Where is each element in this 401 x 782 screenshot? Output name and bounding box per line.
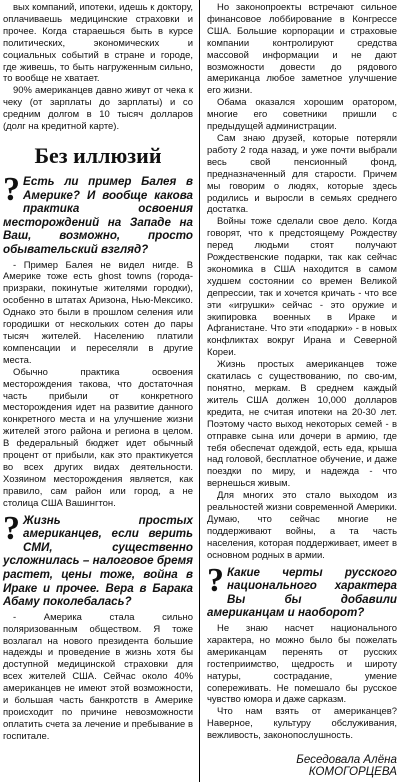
author-signature: Беседовала Алёна КОМОГОРЦЕВА <box>296 753 397 779</box>
question-mark-icon: ? <box>207 561 224 599</box>
paragraph: Войны тоже сделали свое дело. Когда говорят, что к предстоящему Рождеству перед людьми стоят получают Рождественские подарки, так как сейчас экономика в США находится в самом худшем состоянии со времен Великой депрессии, так и хочется кричать - что все эти «игрушки» сейчас - это оружие и экипировка военных в Ираке и Афганистане. Что эти «подарки» - в новых конфликтах вокруг Ирана и Северной Кореи. <box>207 216 397 359</box>
answer-paragraph: Что нам взять от американцев? Наверное, культуру обслуживания, вежливость, законопослушность. <box>207 706 397 742</box>
interview-question <box>207 561 397 620</box>
paragraph: Но законопроекты встречают сильное финансовое лоббирование в Конгрессе США. Большие корпорации и страховые компании контролируют средства массовой информации и не дают возможности довести до рядового американца любое заметное улучшение его жизни. <box>207 2 397 97</box>
interview-question <box>3 170 193 257</box>
answer-paragraph: - Пример Балея не видел нигде. В Америке тоже есть ghost towns (города-призраки, покинутые жителями городки), особенно в штатах Аризона, Нью-Мексико. Однако это были в прошлом селения или городишки от нескольких сотен до пары тысяч жителей. Населению платили компенсации и переселяли в другие места. <box>3 259 193 366</box>
left-column <box>3 2 193 780</box>
answer-paragraph: - Америка стала сильно поляризованным обществом. Я тоже возлагал на нового президента большие надежды и проведение в жизнь хотя бы доступной медицинской страховки для всех жителей США. Сейчас около 40% американцев не имеют этой возможности, и большая часть банкротств в Америке происходит по причине невозможности оплатить счета за лечение и пребывание в госпитале. <box>3 611 193 742</box>
interview-question <box>3 509 193 609</box>
section-title: Без иллюзий <box>34 142 162 168</box>
question-mark-icon: ? <box>3 509 20 547</box>
answer-paragraph: Обычно практика освоения месторождения такова, что достаточная часть прибыли от конкретного месторождения идет на развитие данного конкретного места и на улучшение жизни жителей этого района и региона в целом. В федеральный бюджет идет обычный процент от прибыли, как это практикуется во всех других видах деятельности. Хозяином месторождения является, как правило, сам район или город, а не столица США Вашингтон. <box>3 366 193 509</box>
question-mark-icon: ? <box>3 170 20 208</box>
question-text: Есть ли пример Балея в Америке? И вообще какова практика освоения месторождений на Западе на Ваш, возможно, просто обывательский взгляд? <box>3 174 193 256</box>
paragraph: вых компаний, ипотеки, идешь к доктору, оплачиваешь медицинские страховки и прочее. Когда стараешься быть в курсе политических, экономических и социальных событий в стране и городе, где живешь, то быть нагруженным сильно, то вообще не хватает. <box>3 2 193 85</box>
paragraph: Жизнь простых американцев тоже скатилась с существованию, по сво-им, понятно, меркам. В среднем каждый житель США должен 10,000 долларов кредита, не считая ипотеки на 20-30 лет. Поэтому часто выход некоторых семей - в отправке сына или дочери в армию, где тебя обеспечат одеждой, есть еда, крыша над головой, бесплатное обучение, и даже поездки по миру, и надежда - что вернешься живым. <box>207 359 397 490</box>
paragraph: 90% американцев давно живут от чека к чеку (от зарплаты до зарплаты) и со средним долгом в 10 тысяч долларов (долг на кредитной карте). <box>3 85 193 133</box>
paragraph: Сам знаю друзей, которые потеряли работу 2 года назад, и уже почти выбрали весь свой пенсионный фонд, предназначенный для старости. Причем мы говорим о людях, которые здесь родились и выросли в семьях среднего достатка. <box>207 132 397 216</box>
paragraph: Обама оказался хорошим оратором, многие его советники пришли с предыдущей администрации. <box>207 97 397 133</box>
question-text: Жизнь простых американцев, если верить СМИ, существенно усложнилась – налоговое бремя растет, цены тоже, война в Ираке и прочее. Вера в Барака Абаму поколебалась? <box>3 513 193 609</box>
right-column <box>207 2 397 780</box>
question-text: Какие черты русского национального характера Вы бы добавили американцам и наоборот? <box>207 565 397 620</box>
answer-paragraph: Не знаю насчет национального характера, но можно было бы пожелать американцам перенять от русских гостеприимство, щедрость и широту натуры, сострадание, умение сопереживать. Не помешало бы русское чувство юмора и даже сарказм. <box>207 622 397 706</box>
paragraph: Для многих это стало выходом из реальностей жизни современной Америки. Думаю, что сейчас многие не поддерживают войны, а та часть населения, которая поддерживает, имеет в основном родных в армии. <box>207 490 397 561</box>
column-divider <box>199 0 200 782</box>
